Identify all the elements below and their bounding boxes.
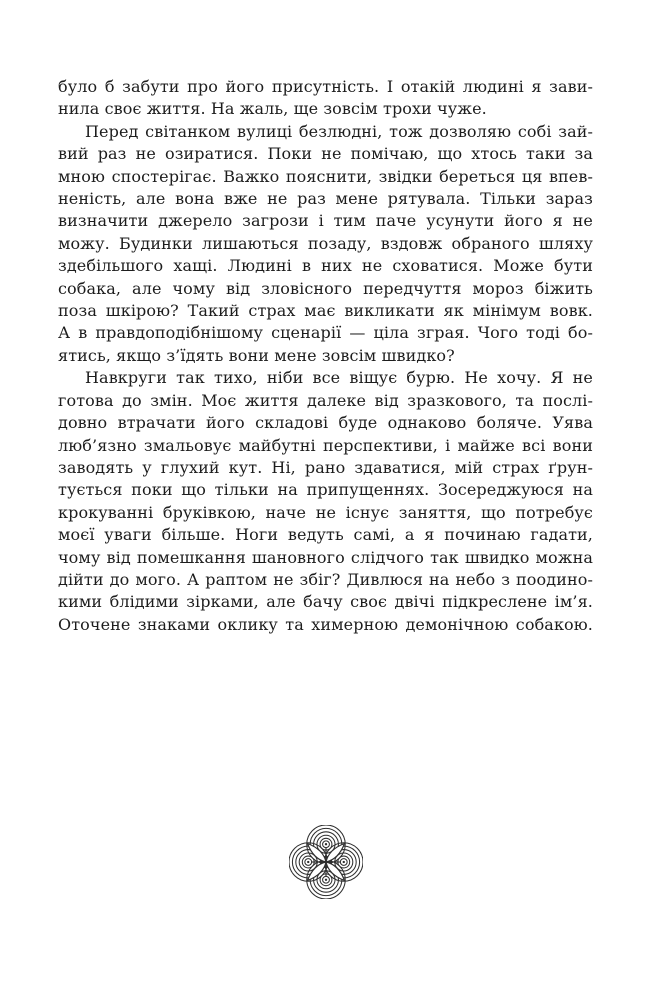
text-line: довно втрачати його складові буде однаково боляче. Уява [58,413,593,433]
text-line: нила своє життя. На жаль, ще зовсім трохи чуже. [58,99,487,119]
text-line: вий раз не озиратися. Поки не помічаю, що хтось таки за [58,144,593,164]
text-line: моєї уваги більше. Ноги ведуть самі, а я починаю гадати, [58,525,593,545]
text-line: дійти до мого. А раптом не збіг? Дивлюся на небо з поодино- [58,569,593,589]
text-line: Перед світанком вулиці безлюдні, тож дозволяю собі зай- [85,121,593,141]
quatrefoil-ornament-icon [289,825,363,899]
text-line: готова до змін. Моє життя далеке від зразкового, та послі- [58,390,593,410]
text-line: Навкруги так тихо, ніби все віщує бурю. Не хочу. Я не [85,368,593,388]
page-text [58,76,593,636]
text-line: заводять у глухий кут. Ні, рано здаватися, мій страх ґрун- [58,457,593,477]
text-line: мною спостерігає. Важко пояснити, звідки береться ця впев- [58,166,593,186]
text-line: поза шкірою? Такий страх має викликати як мінімум вовк. [58,301,593,321]
text-line: А в правдоподібнішому сценарії — ціла зграя. Чого тоді бо- [58,323,593,343]
text-line: собака, але чому від зловісного передчуття мороз біжить [58,278,593,298]
text-line: можу. Будинки лишаються позаду, вздовж обраного шляху [58,233,593,253]
text-line: чому від помешкання шановного слідчого так швидко можна [58,547,593,567]
text-line: було б забути про його присутність. І отакій людині я зави- [58,77,593,96]
text-line: кими блідими зірками, але бачу своє двічі підкреслене ім’я. [58,592,593,612]
text-line: Оточене знаками оклику та химерною демонічною собакою. [58,614,593,634]
text-line: неність, але вона вже не раз мене рятувала. Тільки зараз [58,189,593,209]
text-line: ятись, якщо з’їдять вони мене зовсім швидко? [58,345,455,365]
text-line: люб’язно змальовує майбутні перспективи, і майже всі вони [58,435,593,455]
text-line: визначити джерело загрози і тим паче усунути його я не [58,211,593,231]
text-line: крокуванні бруківкою, наче не існує заняття, що потребує [58,502,593,522]
text-line: тується поки що тільки на припущеннях. Зосереджуюся на [58,480,593,500]
text-line: здебільшого хащі. Людині в них не сховатися. Може бути [58,256,593,276]
